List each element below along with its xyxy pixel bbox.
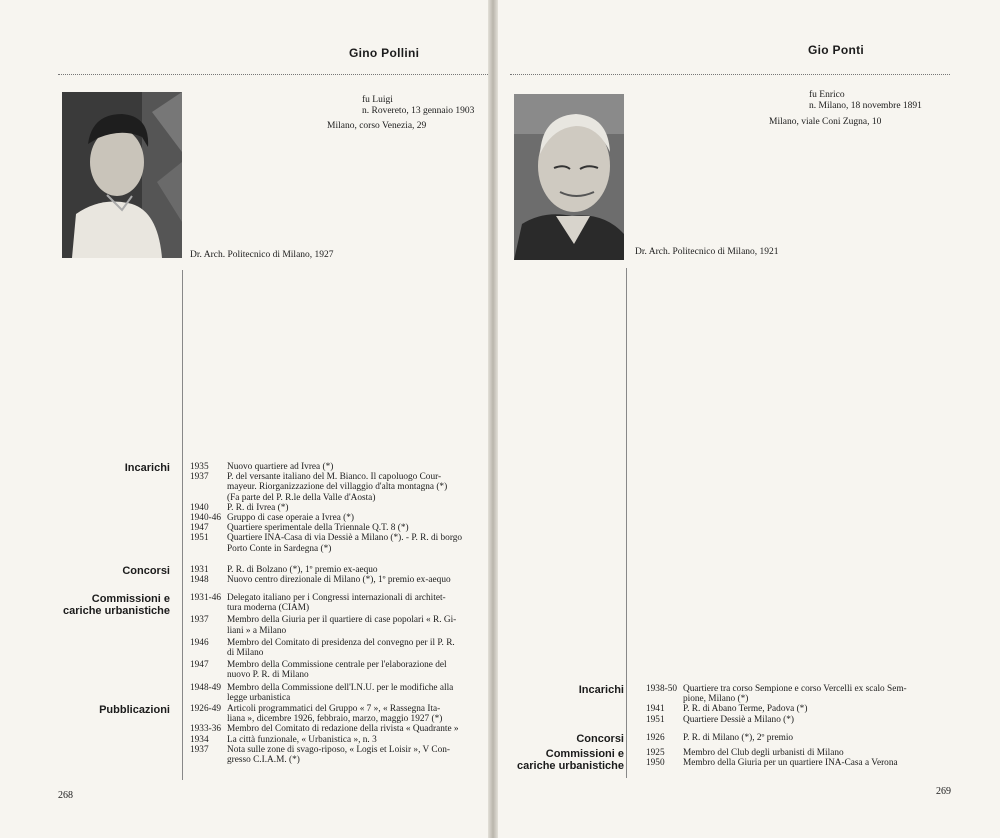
info-birth: n. Milano, 18 novembre 1891	[809, 101, 922, 111]
list-item	[190, 513, 462, 523]
section-title: Incarichi	[578, 684, 624, 696]
info-address: Milano, viale Coni Zugna, 10	[769, 117, 882, 127]
entry-year: 1933-36	[190, 724, 221, 735]
section-title: Incarichi	[124, 462, 170, 474]
entry-year: 1948	[190, 575, 209, 586]
header-rule	[58, 74, 488, 75]
entry-year: 1950	[646, 758, 665, 769]
list-item	[190, 638, 456, 658]
section-title: Commissioni e cariche urbanistiche	[63, 593, 170, 617]
left-page	[0, 0, 490, 838]
list-item	[190, 533, 462, 553]
list-item	[646, 715, 907, 725]
list-item	[190, 523, 462, 533]
entry-year: 1941	[646, 704, 665, 715]
entry-text: Membro del Comitato di presidenza del convegno per il P. R. di Milano	[227, 637, 455, 659]
list-item	[190, 462, 462, 472]
list-item	[190, 503, 462, 513]
list-item	[190, 683, 456, 703]
portrait-photo	[514, 94, 624, 260]
entry-year: 1937	[190, 744, 209, 755]
entry-text: P. R. di Ivrea (*)	[227, 502, 289, 513]
entry-year: 1947	[190, 523, 209, 534]
entry-year: 1931-46	[190, 593, 221, 603]
entry-text: Quartiere Dessiè a Milano (*)	[683, 714, 795, 725]
entry-text: Gruppo di case operaie a Ivrea (*)	[227, 513, 354, 524]
entry-text: Nuovo centro direzionale di Milano (*), 1º premio ex-aequo	[227, 575, 451, 586]
section-title: Concorsi	[576, 733, 624, 745]
list-item	[190, 724, 459, 734]
entry-year: 1926	[646, 733, 665, 743]
entry-year: 1947	[190, 660, 209, 671]
divider-line	[626, 268, 627, 778]
info-address: Milano, corso Venezia, 29	[327, 121, 427, 131]
entry-text: Nota sulle zone di svago-riposo, « Logis et Loisir », V Con- gresso C.I.A.M. (*)	[227, 744, 451, 766]
entry-text: Quartiere INA-Casa di via Dessiè a Milano (*). - P. R. di borgo Porto Conte in Sardegna (*)	[227, 533, 463, 554]
right-page	[496, 0, 1000, 838]
info-birth: n. Rovereto, 13 gennaio 1903	[362, 106, 475, 116]
entry-year: 1931	[190, 565, 209, 575]
entry-text: Membro della Giuria per un quartiere INA-Casa a Verona	[683, 758, 898, 769]
entry-year: 1937	[190, 615, 209, 626]
list-item	[646, 704, 907, 714]
entry-text: P. del versante italiano del M. Bianco. Il capoluogo Cour- mayeur. Riorganizzazione del villaggio d'alta montagna (*) (Fa parte del P. R.le della Valle d'Aosta)	[227, 472, 448, 503]
list-item	[646, 758, 898, 768]
entry-year: 1951	[190, 533, 209, 544]
section-title: Concorsi	[122, 565, 170, 577]
list-item	[190, 472, 462, 503]
entry-text: P. R. di Bolzano (*), 1º premio ex-aequo	[227, 565, 378, 575]
entry-text: Quartiere sperimentale della Triennale Q.T. 8 (*)	[227, 523, 409, 534]
entry-list	[646, 684, 907, 725]
degree: Dr. Arch. Politecnico di Milano, 1927	[190, 250, 334, 260]
entry-year: 1940-46	[190, 513, 221, 524]
info-father: fu Enrico	[809, 90, 845, 100]
section-title: Pubblicazioni	[99, 704, 170, 716]
header-rule	[510, 74, 950, 75]
entry-list	[190, 704, 459, 765]
entry-year: 1925	[646, 748, 665, 758]
entry-text: P. R. di Milano (*), 2º premio	[683, 733, 794, 743]
portrait-image	[514, 94, 624, 260]
info-father: fu Luigi	[362, 95, 393, 105]
list-item	[646, 733, 793, 743]
divider-line	[182, 270, 183, 780]
list-item	[190, 575, 451, 585]
list-item	[190, 565, 451, 575]
page-number: 269	[936, 786, 951, 797]
list-item	[190, 615, 456, 635]
list-item	[646, 684, 907, 704]
entry-text: Membro del Comitato di redazione della rivista « Quadrante »	[227, 724, 459, 735]
portrait-photo	[62, 92, 182, 258]
entry-text: Membro della Giuria per il quartiere di case popolari « R. Gi- liani » a Milano	[227, 615, 457, 636]
entry-text: Articoli programmatici del Gruppo « 7 », « Rassegna Ita- liana », dicembre 1926, febbraio, marzo, maggio 1927 (*)	[227, 704, 443, 725]
entry-text: La città funzionale, « Urbanistica », n. 3	[227, 734, 377, 745]
entry-year: 1946	[190, 637, 209, 648]
list-item	[190, 735, 459, 745]
list-item	[190, 745, 459, 765]
degree: Dr. Arch. Politecnico di Milano, 1921	[635, 247, 779, 257]
entry-year: 1937	[190, 472, 209, 483]
entry-text: Delegato italiano per i Congressi internazionali di architet- tura moderna (CIAM)	[227, 593, 446, 614]
entry-text: P. R. di Abano Terme, Padova (*)	[683, 704, 808, 715]
entry-text: Quartiere tra corso Sempione e corso Vercelli ex scalo Sem- pione, Milano (*)	[683, 684, 907, 705]
page-number: 268	[58, 790, 73, 801]
entry-year: 1934	[190, 734, 209, 745]
entry-list	[190, 593, 456, 703]
entry-list	[646, 748, 898, 768]
entry-text: Nuovo quartiere ad Ivrea (*)	[227, 462, 334, 472]
entry-year: 1926-49	[190, 704, 221, 714]
entry-year: 1951	[646, 714, 665, 725]
entry-list	[190, 565, 451, 585]
list-item	[190, 704, 459, 724]
entry-text: Membro del Club degli urbanisti di Milano	[683, 748, 844, 758]
entry-list	[190, 462, 462, 554]
list-item	[190, 660, 456, 680]
entry-year: 1948-49	[190, 682, 221, 693]
entry-text: Membro della Commissione centrale per l'elaborazione del nuovo P. R. di Milano	[227, 660, 447, 681]
architect-name: Gio Ponti	[808, 43, 865, 57]
section-title: Commissioni e cariche urbanistiche	[517, 748, 624, 772]
list-item	[646, 748, 898, 758]
portrait-image	[62, 92, 182, 258]
list-item	[190, 593, 456, 613]
architect-name: Gino Pollini	[349, 46, 420, 60]
entry-year: 1938-50	[646, 684, 677, 694]
entry-text: Membro della Commissione dell'I.N.U. per le modifiche alla legge urbanistica	[227, 682, 454, 703]
entry-year: 1935	[190, 462, 209, 472]
entry-year: 1940	[190, 502, 209, 513]
entry-list	[646, 733, 793, 743]
